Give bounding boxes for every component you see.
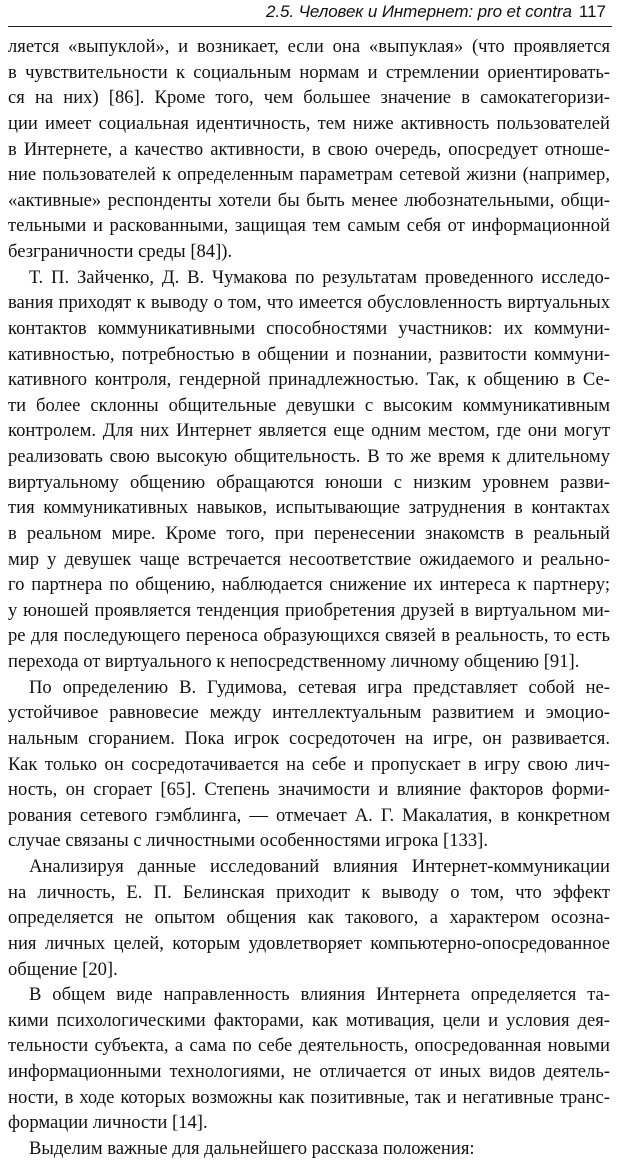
text-line: тельности субъекта, а сама по себе деятельность, опосредованная новыми <box>8 1035 610 1057</box>
text-line: вания приходят к выводу о том, что имеется обусловленность виртуальных <box>8 292 610 314</box>
text-line: Анализируя данные исследований влияния Интернет-коммуникации <box>29 856 610 877</box>
text-line: ти более склонны общительные девушки с высоким коммуникативным <box>8 394 610 416</box>
text-line: в Интернете, а качество активности, в свою очередь, опосредует отноше- <box>8 138 610 160</box>
text-line: устойчивое равновесие между интеллектуальным развитием и эмоцио- <box>8 702 610 724</box>
text-line: общение [20]. <box>8 958 118 980</box>
text-line: го партнера по общению, наблюдается снижение их интереса к партнеру; <box>8 574 610 596</box>
page-number: 117 <box>578 2 606 21</box>
text-line: на личность, Е. П. Белинская приходит к выводу о том, что эффект <box>8 881 610 903</box>
text-line: перехода от виртуального к непосредственному личному общению [91]. <box>8 651 580 672</box>
text-line: ния личных целей, которым удовлетворяет компьютерно-опосредованное <box>8 932 610 954</box>
body-text <box>8 34 610 1162</box>
text-line: виртуальному общению обращаются юноши с низким уровнем разви- <box>8 471 610 493</box>
text-line: «активные» респонденты хотели бы быть менее любознательными, общи- <box>8 189 610 211</box>
text-line: тия коммуникативных навыков, испытывающие затруднения в контактах <box>8 497 610 519</box>
text-line: По определению В. Гудимова, сетевая игра представляет собой не- <box>29 676 610 698</box>
text-line: кативного контроля, гендерной принадлежностью. Так, к общению в Се- <box>8 369 610 391</box>
text-line: ре для последующего переноса образующихся связей в реальность, то есть <box>8 625 610 647</box>
text-line: Т. П. Зайченко, Д. В. Чумакова по результатам проведенного исследо- <box>29 266 610 288</box>
text-line: в чувствительности к социальным нормам и стремлении ориентировать- <box>8 61 610 83</box>
text-line: контактов коммуникативными способностями участников: их коммуни- <box>8 317 610 339</box>
header-rule <box>8 26 612 27</box>
text-line: контролем. Для них Интернет является еще одним местом, где они могут <box>8 420 610 442</box>
text-line: рования сетевого гэмблинга, — отмечает А. Г. Макалатия, в конкретном <box>8 804 610 826</box>
text-line: у юношей проявляется тенденция приобретения друзей в виртуальном ми- <box>8 599 610 621</box>
text-line: мир у девушек чаще встречается несоответствие ожидаемого и реально- <box>8 548 610 570</box>
text-line: определяется не опытом общения как такового, а характером осозна- <box>8 907 610 929</box>
text-line: В общем виде направленность влияния Интернета определяется та- <box>29 984 610 1006</box>
text-line: Выделим важные для дальнейшего рассказа положения: <box>29 1137 475 1159</box>
text-line: в реальном мире. Кроме того, при перенесении знакомств в реальный <box>8 522 610 544</box>
text-line: нальным сгоранием. Пока игрок сосредоточен на игре, он развивается. <box>8 727 610 749</box>
text-line: ности, в ходе которых возможны как позитивные, так и негативные транс- <box>8 1086 610 1108</box>
text-line: безграничности среды [84]). <box>8 241 233 262</box>
running-header <box>8 0 612 26</box>
text-line: случае связаны с личностными особенностями игрока [133]. <box>8 830 488 852</box>
text-line: ся на них) [86]. Кроме того, чем большее значение в самокатегоризи- <box>8 87 610 109</box>
text-line: формации личности [14]. <box>8 1112 208 1134</box>
text-line: ность, он сгорает [65]. Степень значимости и влияние факторов форми- <box>8 779 610 801</box>
text-line: ляется «выпуклой», и возникает, если она «выпуклая» (что проявляется <box>8 36 610 57</box>
running-header-title: 2.5. Человек и Интернет: pro et contra <box>266 2 572 21</box>
text-line: тельными и раскованными, защищая тем самым себя от информационной <box>8 215 610 237</box>
text-line: Как только он сосредотачивается на себе и пропускает в игру свою лич- <box>8 753 610 775</box>
text-line: реализовать свою высокую общительность. В то же время к длительному <box>8 446 610 467</box>
text-line: ние пользователей к определенным параметрам сетевой жизни (например, <box>8 164 610 186</box>
text-line: информационными технологиями, не отличается от иных видов деятель- <box>8 1061 610 1082</box>
text-line: кими психологическими факторами, как мотивация, цели и условия дея- <box>8 1009 610 1031</box>
text-line: кативностью, потребностью в общении и познании, развитости коммуни- <box>8 343 610 365</box>
text-line: ции имеет социальная идентичность, тем ниже активность пользователей <box>8 112 610 134</box>
